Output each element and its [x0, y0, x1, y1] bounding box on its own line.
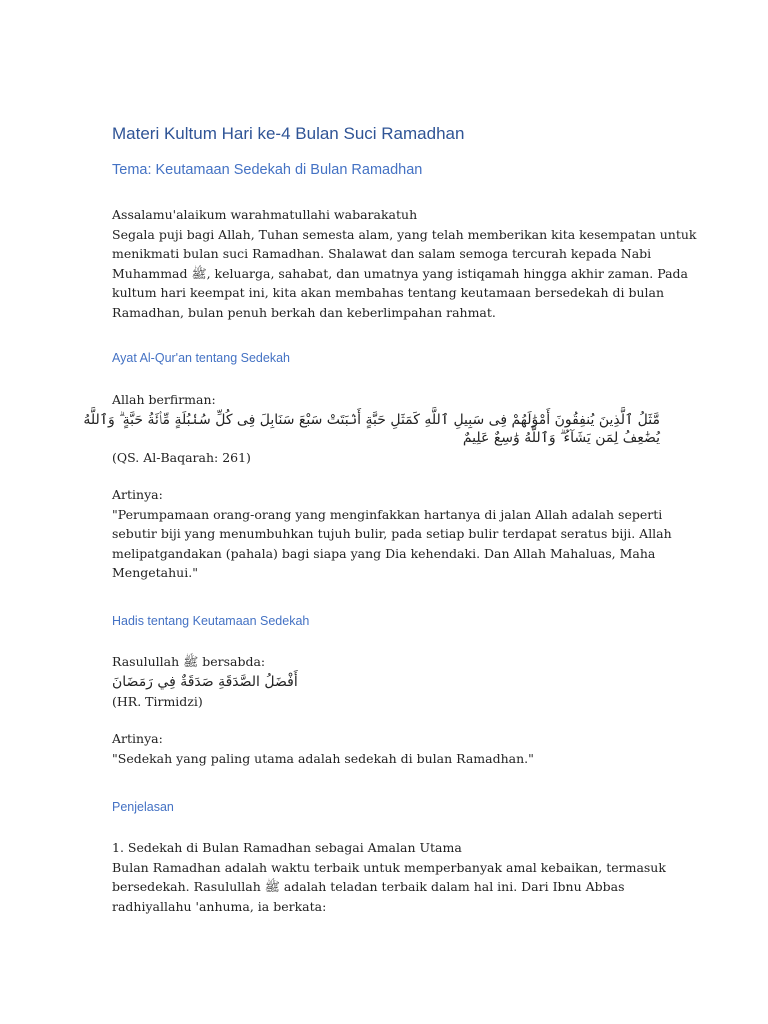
quran-meaning-line: sebutir biji yang menumbuhkan tujuh bulir, pada setiap bulir terdapat seratus biji. Allah — [112, 526, 672, 541]
quran-meaning-line: Mengetahui." — [112, 565, 198, 580]
quran-meaning-line: "Perumpamaan orang-orang yang menginfakkan hartanya di jalan Allah adalah seperti — [112, 506, 663, 522]
quran-meaning-line: melipatgandakan (pahala) bagi siapa yang Dia kehendaki. Dan Allah Mahaluas, Maha — [112, 545, 656, 561]
explanation-line: radhiyallahu 'anhuma, ia berkata: — [112, 898, 327, 914]
document-title: Materi Kultum Hari ke-4 Bulan Suci Ramadhan — [112, 124, 465, 143]
quran-intro: Allah berfirman: — [112, 392, 216, 407]
quran-section-heading: Ayat Al-Qur'an tentang Sedekah — [112, 351, 290, 365]
explanation-point-title: 1. Sedekah di Bulan Ramadhan sebagai Amalan Utama — [112, 840, 462, 855]
explanation-line: Bulan Ramadhan adalah waktu terbaik untuk memperbanyak amal kebaikan, termasuk — [112, 859, 666, 875]
quran-reference: (QS. Al-Baqarah: 261) — [112, 449, 251, 465]
hadith-arabic: أَفْضَلُ الصَّدَقَةِ صَدَقَةٌ فِي رَمَضَانَ — [112, 673, 298, 690]
document-subtitle: Tema: Keutamaan Sedekah di Bulan Ramadhan — [112, 162, 423, 178]
hadith-meaning-block — [112, 729, 660, 768]
opening-line: Ramadhan, bulan penuh berkah dan keberlimpahan rahmat. — [112, 304, 496, 320]
quran-arabic-line-1: مَّثَلُ ٱلَّذِينَ يُنفِقُونَ أَمْوَٰلَهُمْ فِى سَبِيلِ ٱللَّهِ كَمَثَلِ حَبَّةٍ أَنۢبَتَتْ سَبْعَ سَنَابِلَ فِى كُلِّ سُنۢبُلَةٍ مِّا۟ئَةُ حَبَّةٍ ۗ وَٱللَّهُ — [83, 411, 660, 428]
hadith-meaning-label: Artinya: — [112, 731, 163, 746]
hadith-intro: Rasulullah ﷺ bersabda: — [112, 654, 266, 669]
quran-verse-block — [83, 390, 660, 467]
quran-meaning-block — [112, 485, 672, 583]
opening-line: Muhammad ﷺ, keluarga, sahabat, dan umatnya yang istiqamah hingga akhir zaman. Pada — [112, 265, 688, 281]
explanation-block — [112, 838, 666, 916]
opening-line: menikmati bulan suci Ramadhan. Shalawat dan salam semoga tercurah kepada Nabi — [112, 246, 652, 261]
hadith-block — [112, 652, 660, 711]
opening-line: kultum hari keempat ini, kita akan membahas tentang keutamaan bersedekah di bulan — [112, 285, 665, 300]
explanation-line: bersedekah. Rasulullah ﷺ adalah teladan terbaik dalam hal ini. Dari Ibnu Abbas — [112, 879, 625, 894]
hadith-reference: (HR. Tirmidzi) — [112, 693, 203, 709]
explanation-section-heading: Penjelasan — [112, 800, 174, 814]
opening-paragraph — [112, 205, 697, 322]
opening-line: Segala puji bagi Allah, Tuhan semesta alam, yang telah memberikan kita kesempatan untuk — [112, 226, 697, 242]
hadith-meaning: "Sedekah yang paling utama adalah sedekah di bulan Ramadhan." — [112, 750, 534, 766]
hadith-section-heading: Hadis tentang Keutamaan Sedekah — [112, 614, 310, 628]
quran-meaning-label: Artinya: — [112, 487, 163, 502]
quran-arabic-line-2: يُضَٰعِفُ لِمَن يَشَآءُ ۗ وَٱللَّهُ وَٰسِعٌ عَلِيمٌ — [462, 429, 660, 446]
greeting-line: Assalamu'alaikum warahmatullahi wabarakatuh — [112, 207, 418, 222]
